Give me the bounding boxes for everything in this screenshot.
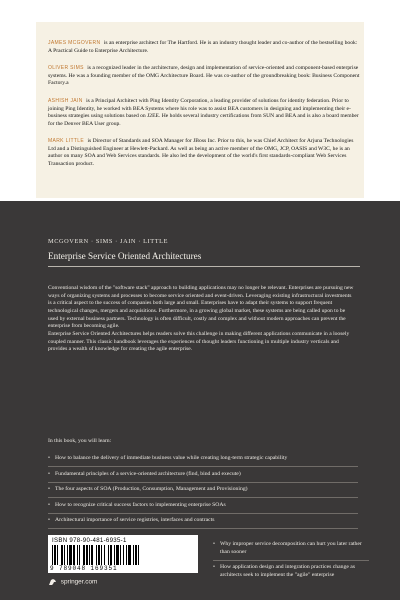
learn-item-text: Fundamental principles of a service-oriented architecture (find, bind and execute) (55, 470, 241, 477)
book-title: Enterprise Service Oriented Architectures (48, 251, 202, 261)
learn-list (48, 455, 358, 533)
publisher-url: springer.com (60, 578, 98, 586)
intro-paragraph: Enterprise Service Oriented Architectures helps readers solve this challenge in making different applications communicate in a loosely coupled manner. This classic handbook leverages the experiences of thought leaders functioning in multiple industry verticals and provides a wealth of knowledge for creating the agile enterprise. (48, 330, 350, 353)
intro-text (48, 285, 356, 354)
learn-item (213, 564, 369, 583)
intro-paragraph: Conventional wisdom of the "software stack" approach to building applications may no longer be relevant. Enterprises are pursuing new ways of organizing systems and processes to become service oriented and event-driven. Leveraging existing infrastructural investments is a critical aspect to the success of companies both large and small. Enterprises have to adapt their systems to support frequent technological changes, mergers and acquisitions. Furthermore, in a growing global market, these systems are being called upon to be used by external business partners. Technology is often difficult, costly and complex and without modern approaches can prevent the enterprise from becoming agile. (48, 285, 354, 330)
barcode-number: 9 789048 169351 (50, 565, 118, 572)
barcode-icon (50, 545, 196, 565)
learn-heading: In this book, you will learn: (48, 438, 112, 444)
learn-item-text: Architectural importance of service registries, interfaces and contracts (55, 517, 215, 524)
learn-item-text: The four aspects of SOA (Production, Consumption, Management and Provisioning) (55, 486, 248, 493)
bullet-icon: • (48, 486, 50, 493)
learn-item (48, 455, 358, 467)
bio-text: is a recognized leader in the architecture, design and implementation of service-oriented and component-based enterprise systems. He was a founding member of the OMG Architecture Board. He was co-author of the groundbreaking book: Business Component Factory.a (48, 65, 360, 87)
bio-mcgovern (48, 40, 360, 55)
bio-name: ASHISH JAIN (48, 98, 83, 104)
bio-name: MARK LITTLE (48, 138, 85, 144)
bullet-icon: • (48, 470, 50, 477)
barcode-block (48, 535, 198, 573)
bio-little (48, 138, 360, 168)
bio-jain (48, 98, 360, 128)
bio-sims (48, 65, 360, 88)
title-divider (48, 266, 360, 267)
bio-text: is Director of Standards and SOA Manager for JBoss Inc. Prior to this, he was Chief Architect for Arjuna Technologies Ltd and a Distinguished Engineer at Hewlett-Packard. As well as being an active member of the OMG, JCP, OASIS and W3C, he is an author on many SOA and Web Services standards. He also led the development of the world's first standards-compliant Web Services Transaction product. (48, 138, 354, 167)
learn-item-text: How to balance the delivery of immediate business value while creating long-term strategic capability (55, 455, 288, 461)
bio-text: is an enterprise architect for The Hartford. He is an industry thought leader and co-author of the bestselling book: A Practical Guide to Enterprise Architecture. (48, 40, 358, 54)
springer-logo (48, 578, 97, 588)
learn-item (48, 517, 358, 529)
learn-item-text: How to recognize critical success factors to implementing enterprise SOAs (55, 501, 226, 508)
springer-horse-icon (48, 578, 57, 586)
learn-item (48, 471, 358, 483)
learn-item-text: Why improper service decomposition can hurt you later rather than sooner (220, 541, 362, 555)
learn-list-right (213, 541, 369, 586)
bio-text: is a Principal Architect with Ping Identity Corporation, a leading provider of solutions for identity federation. Prior to joining Ping Identity, he worked with BEA Systems where his role was to assist BEA customers in designing and implementing their e-business strategies using solutions based on J2EE. He holds several industry certifications from SUN and BEA and is also a board member for the Denver BEA User group. (48, 98, 359, 127)
learn-item-text: How application design and integration practices change as architects seek to implement the "agile" enterprise (220, 564, 356, 578)
bio-name: OLIVER SIMS (48, 65, 84, 71)
bullet-icon: • (48, 455, 50, 461)
isbn-label: ISBN 978-90-481-6935-1 (52, 537, 127, 544)
bullet-icon: • (213, 564, 215, 571)
learn-item (213, 541, 369, 561)
bullet-icon: • (213, 541, 215, 547)
bullet-icon: • (48, 517, 50, 524)
bullet-icon: • (48, 501, 50, 508)
learn-item (48, 486, 358, 498)
bio-name: JAMES MCGOVERN (48, 40, 101, 46)
authors-line: MCGOVERN · SIMS · JAIN · LITTLE (48, 238, 169, 245)
learn-item (48, 502, 358, 514)
